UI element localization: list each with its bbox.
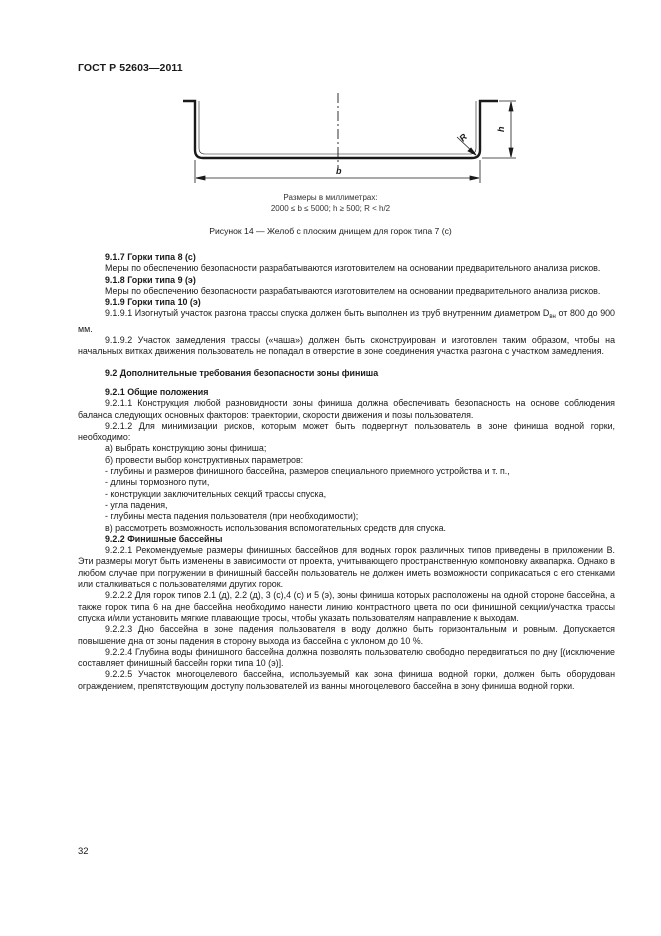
dimension-h-label: h — [496, 126, 506, 132]
paragraph-9-2-2-5: 9.2.2.5 Участок многоцелевого бассейна, используемый как зона финиша водной горки, должен быть оборудован ограждением, препятствующим доступу пользователей из ванны многоцелевого бассейна в зону финиша водной горки. — [78, 669, 615, 691]
radius-r-label: R — [457, 131, 470, 144]
dimension-b-label: b — [336, 166, 342, 176]
paragraph-9-2-1-1: 9.2.1.1 Конструкция любой разновидности зоны финиша должна обеспечивать безопасность на основе соблюдения баланса следующих основных факторов: траектории, скорости движения и позы пользователя. — [78, 398, 615, 420]
paragraph-9-1-9-2: 9.1.9.2 Участок замедления трассы («чаша») должен быть сконструирован и изготовлен таким образом, чтобы на начальных витках движения пользователь не попадал в отверстие в зоне соединения участка разгона с участком замедления. — [78, 335, 615, 357]
heading-9-1-7: 9.1.7 Горки типа 8 (с) — [105, 252, 196, 262]
list-item-b1: - глубины и размеров финишного бассейна, размеров специального приемного устройства и т. п., — [105, 466, 510, 477]
paragraph-9-2-2-4: 9.2.2.4 Глубина воды финишного бассейна должна позволять пользователю свободно передвигаться по дну [(исключение составляет финишный бассейн горки типа 10 (э)]. — [78, 646, 615, 669]
paragraph-9-1-9-1-end: от 800 до 900 мм. — [78, 308, 615, 334]
paragraph-9-1-9-1-text: 9.1.9.1 Изогнутый участок разгона трассы спуска должен быть выполнен из труб внутренним диаметром D — [105, 308, 550, 319]
list-item-b3: - конструкции заключительных секций трассы спуска, — [105, 488, 327, 499]
chute-profile — [183, 101, 498, 158]
heading-9-1-9: 9.1.9 Горки типа 10 (э) — [105, 297, 201, 308]
figure-caption: Рисунок 14 — Желоб с плоским днищем для горок типа 7 (с) — [209, 226, 452, 236]
list-item-c: в) рассмотреть возможность использования вспомогательных средств для спуска. — [105, 522, 446, 533]
chute-cross-section-diagram — [0, 0, 661, 200]
paragraph-9-1-7: Меры по обеспечению безопасности разрабатываются изготовителем на основании предварительного анализа рисков. — [105, 263, 601, 274]
heading-9-2-2: 9.2.2 Финишные бассейны — [105, 533, 223, 544]
paragraph-9-2-2-3: 9.2.2.3 Дно бассейна в зоне падения пользователя в воду должно быть горизонтальным и ровным. Допускается повышение дна от зоны падения в сторону выхода из бассейна с уклоном до 10 %. — [78, 624, 615, 646]
figure-note-line1: Размеры в миллиметрах: — [283, 193, 378, 202]
heading-9-2: 9.2 Дополнительные требования безопасности зоны финиша — [105, 367, 379, 378]
list-item-b: б) провести выбор конструктивных параметров: — [105, 454, 304, 465]
document-header: ГОСТ Р 52603—2011 — [78, 62, 183, 74]
figure-note-line2: 2000 ≤ b ≤ 5000; h ≥ 500; R < h/2 — [270, 204, 391, 213]
paragraph-9-2-2-1: 9.2.2.1 Рекомендуемые размеры финишных бассейнов для водных горок различных типов приведены в приложении В. Эти размеры могут быть изменены в зависимости от проекта, учитывающего пространственную компоновку аквапарка. Однако в любом случае при погружении в финишный бассейн пользователь не должен иметь возможности соприкасаться с его стенками или сталкиваться с пользователями других горок. — [78, 545, 615, 590]
paragraph-9-1-8: Меры по обеспечению безопасности разрабатываются изготовителем на основании предварительного анализа рисков. — [105, 285, 601, 296]
heading-9-2-1: 9.2.1 Общие положения — [105, 386, 209, 397]
page-number: 32 — [78, 846, 89, 857]
diameter-subscript: вн — [549, 314, 556, 321]
paragraph-9-2-2-2: 9.2.2.2 Для горок типов 2.1 (д), 2.2 (д), 3 (с),4 (с) и 5 (э), зоны финиша которых расположены на одной стороне бассейна, а также горок типа 6 на дне бассейна необходимо нанести линию контрастного цвета по оси финишной секции/участка трассы спуска и/или установить мягкие плавающие тросы, чтобы указать пользователям направление к выходам. — [78, 590, 615, 623]
paragraph-9-2-1-2: 9.2.1.2 Для минимизации рисков, которым может быть подвергнут пользователь в зоне финиша водной горки, необходимо: — [78, 420, 615, 443]
list-item-a: а) выбрать конструкцию зоны финиша; — [105, 443, 267, 454]
list-item-b2: - длины тормозного пути, — [105, 477, 210, 488]
paragraph-9-1-9-1 — [78, 308, 615, 335]
body-text — [78, 252, 615, 692]
list-item-b5: - глубины места падения пользователя (при необходимости); — [105, 511, 359, 522]
list-item-b4: - угла падения, — [105, 499, 168, 510]
heading-9-1-8: 9.1.8 Горки типа 9 (э) — [105, 274, 196, 285]
chute-inner-line — [199, 101, 476, 154]
